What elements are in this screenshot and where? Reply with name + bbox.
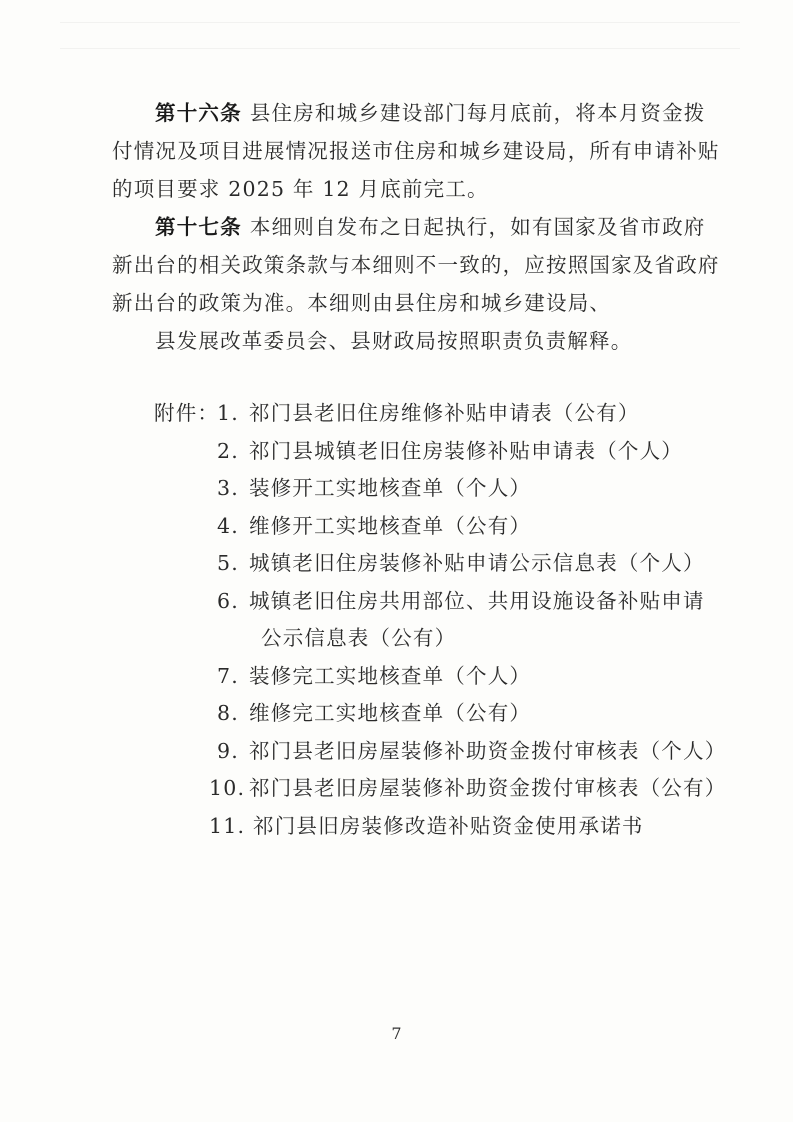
article-16	[112, 94, 720, 208]
attachment-title: 祁门县城镇老旧住房装修补贴申请表（个人）	[249, 438, 683, 463]
article-17-heading: 第十七条	[155, 215, 242, 239]
article-17-line-1	[112, 208, 706, 246]
article-16-text: 县住房和城乡建设部门每月底前，将本月资金拨	[249, 101, 706, 125]
article-17-line-4: 县发展改革委员会、县财政局按照职责负责解释。	[155, 329, 633, 353]
attachment-number: 5.	[217, 551, 239, 575]
attachment-item	[217, 658, 717, 696]
attachment-number: 11.	[209, 813, 246, 838]
article-16-heading: 第十六条	[155, 101, 242, 125]
attachment-title: 城镇老旧住房共用部位、共用设施设备补贴申请	[249, 588, 705, 613]
attachment-item	[217, 545, 717, 583]
attachment-number: 7.	[217, 663, 239, 688]
attachment-item	[209, 808, 717, 846]
attachment-item	[209, 770, 727, 808]
attachment-title: 装修开工实地核查单（个人）	[249, 476, 532, 500]
article-16-line-1	[112, 94, 706, 132]
attachment-number: 9.	[217, 738, 239, 763]
attachment-number: 6.	[217, 588, 239, 613]
attachment-item	[217, 395, 717, 433]
attachment-item	[217, 433, 717, 471]
attachment-title: 祁门县旧房装修改造补贴资金使用承诺书	[253, 813, 644, 838]
attachments-list	[209, 395, 727, 845]
article-17-text: 本细则自发布之日起执行，如有国家及省市政府	[249, 215, 706, 239]
scan-artifact-line	[60, 22, 740, 23]
article-17-line-3: 新出台的政策为准。本细则由县住房和城乡建设局、	[112, 291, 612, 315]
attachment-title: 维修开工实地核查单（公有）	[249, 513, 532, 538]
attachment-item	[217, 508, 717, 546]
attachment-title: 祁门县老旧住房维修补贴申请表（公有）	[249, 401, 640, 425]
attachment-item	[217, 583, 717, 658]
attachment-item	[217, 470, 717, 508]
article-16-line-2: 付情况及项目进展情况报送市住房和城乡建设局，所有申请补贴	[112, 139, 720, 163]
article-17	[112, 208, 720, 360]
attachment-number: 1.	[217, 401, 239, 425]
attachment-number: 8.	[217, 701, 239, 725]
article-16-line-3: 的项目要求 2025 年 12 月底前完工。	[112, 177, 489, 201]
attachment-item	[217, 695, 717, 733]
attachment-title: 装修完工实地核查单（个人）	[249, 663, 532, 688]
attachment-title: 城镇老旧住房装修补贴申请公示信息表（个人）	[249, 551, 705, 575]
attachment-number: 3.	[217, 476, 239, 500]
attachment-title: 祁门县老旧房屋装修补助资金拨付审核表（个人）	[249, 738, 727, 763]
attachment-number: 2.	[217, 438, 239, 463]
attachment-title: 维修完工实地核查单（公有）	[249, 701, 532, 725]
attachment-title: 祁门县老旧房屋装修补助资金拨付审核表（公有）	[249, 776, 727, 800]
attachment-number: 10.	[209, 776, 246, 800]
scan-artifact-line	[60, 48, 740, 49]
article-17-line-2: 新出台的相关政策条款与本细则不一致的，应按照国家及省政府	[112, 253, 720, 277]
attachments-label: 附件：	[154, 401, 220, 425]
page-number: 7	[391, 1024, 402, 1043]
attachment-title-continuation: 公示信息表（公有）	[261, 626, 457, 650]
attachment-number: 4.	[217, 513, 239, 538]
attachment-item	[217, 733, 727, 771]
